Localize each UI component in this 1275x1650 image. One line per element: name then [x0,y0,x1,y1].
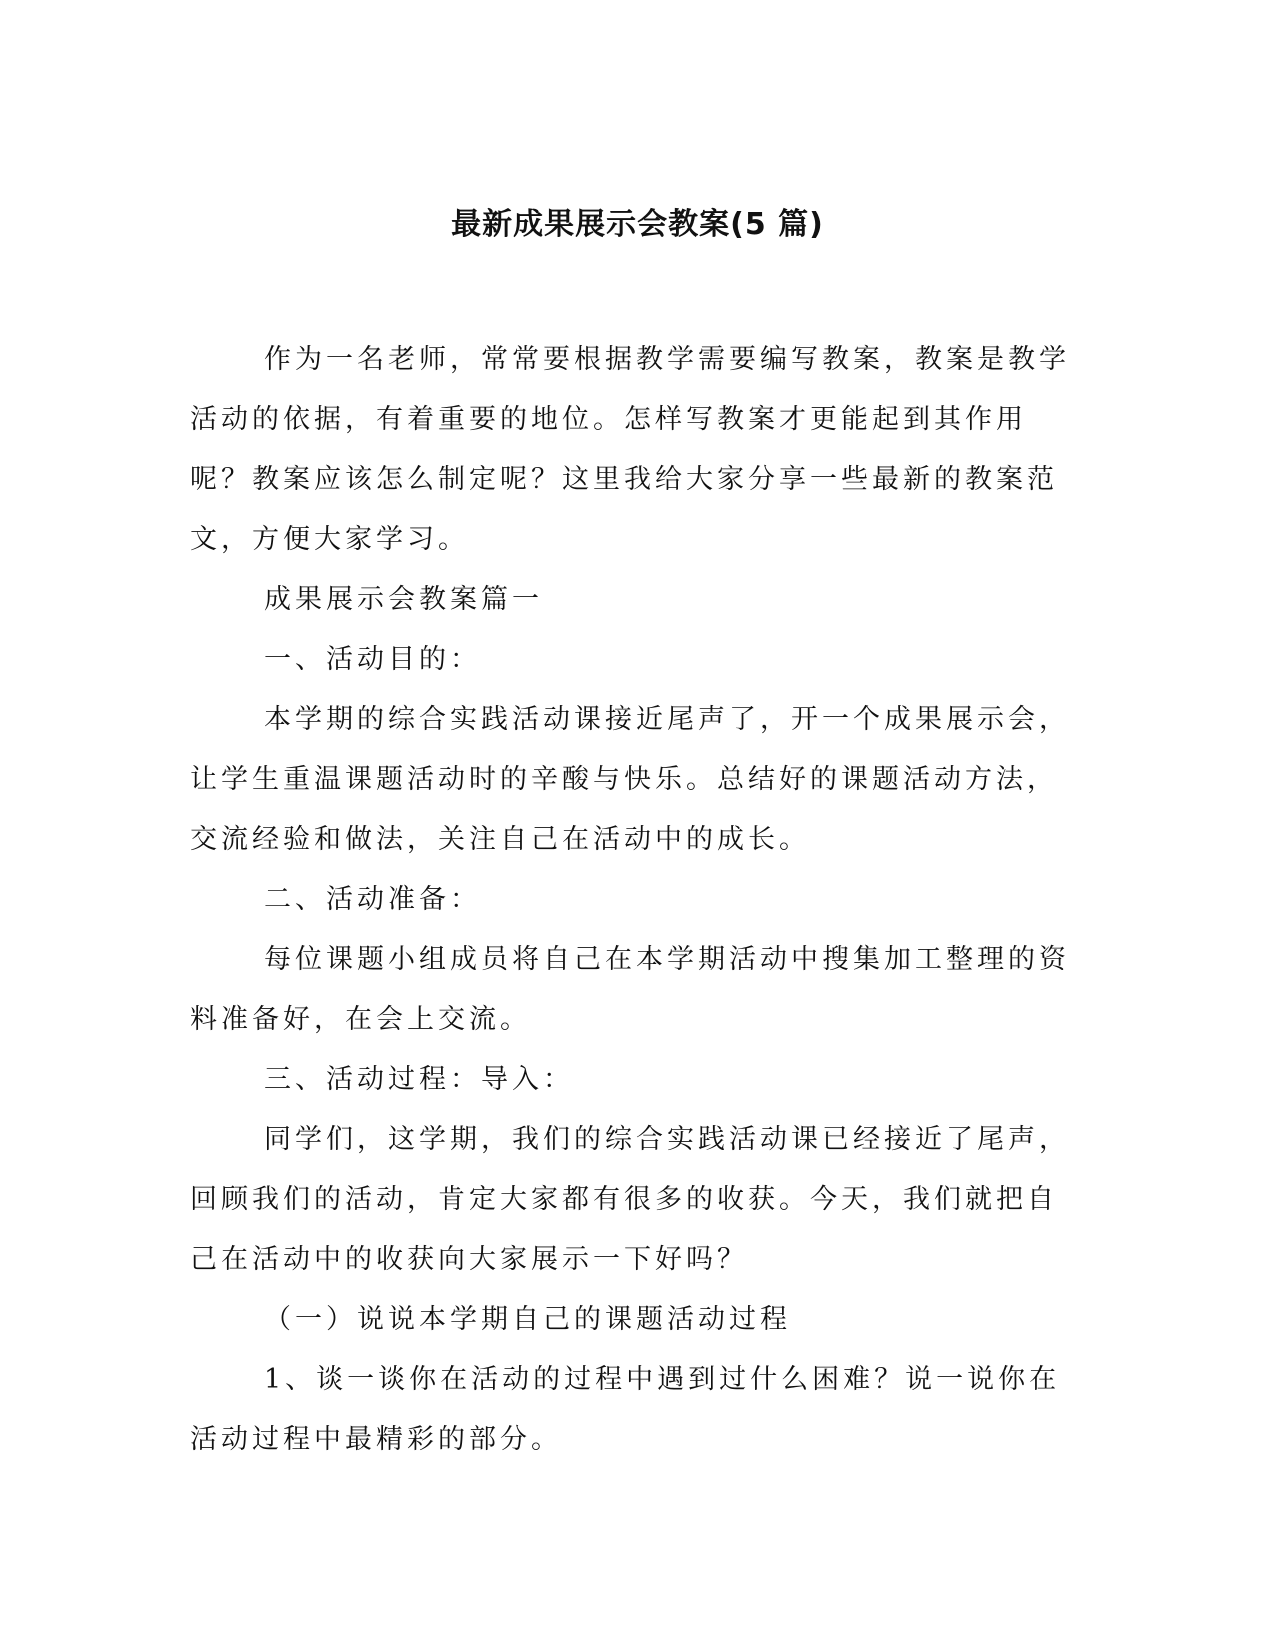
subheading-preparation: 二、活动准备： [264,884,481,915]
paragraph-process: 同学们，这学期，我们的综合实践活动课已经接近了尾声，回顾我们的活动，肯定大家都有很多的收获。今天，我们就把自己在活动中的收获向大家展示一下好吗？ [190,1124,1070,1275]
subheading-process: 三、活动过程：导入： [264,1064,574,1095]
subheading-part-one: （一）说说本学期自己的课题活动过程 [264,1304,791,1335]
paragraph-preparation: 每位课题小组成员将自己在本学期活动中搜集加工整理的资料准备好，在会上交流。 [190,944,1070,1035]
paragraph-intro: 作为一名老师，常常要根据教学需要编写教案，教案是教学活动的依据，有着重要的地位。怎样写教案才更能起到其作用呢？教案应该怎么制定呢？这里我给大家分享一些最新的教案范文，方便大家学习。 [190,344,1070,555]
document-title: 最新成果展示会教案(5 篇) [451,207,824,242]
subheading-purpose: 一、活动目的： [264,644,481,675]
document-body [190,330,1080,1470]
paragraph-purpose: 本学期的综合实践活动课接近尾声了，开一个成果展示会，让学生重温课题活动时的辛酸与快乐。总结好的课题活动方法，交流经验和做法，关注自己在活动中的成长。 [190,704,1070,855]
paragraph-item-one: 1、谈一谈你在活动的过程中遇到过什么困难？说一说你在活动过程中最精彩的部分。 [190,1364,1061,1455]
section-heading: 成果展示会教案篇一 [264,584,543,615]
